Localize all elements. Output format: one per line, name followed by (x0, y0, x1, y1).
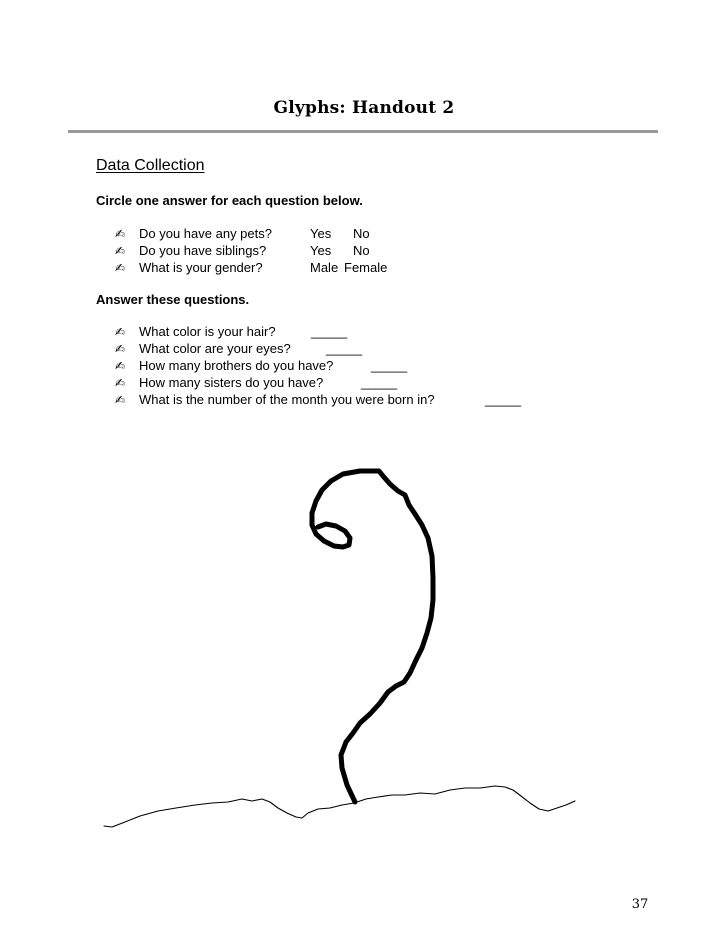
instruction-answer-questions: Answer these questions. (96, 292, 250, 307)
writing-hand-icon: ✍ (115, 359, 126, 373)
answer-male[interactable]: Male (310, 260, 339, 275)
question-text: What is your gender? (139, 260, 263, 275)
question-text: Do you have siblings? (139, 243, 267, 258)
answer-blank[interactable]: _____ (326, 341, 363, 356)
writing-hand-icon: ✍ (115, 393, 126, 407)
question-text: What color are your eyes? (139, 341, 291, 356)
page-number: 37 (631, 897, 649, 912)
page-title: Glyphs: Handout 2 (273, 98, 455, 118)
instruction-circle-answers: Circle one answer for each question below. (96, 193, 363, 208)
answer-blank[interactable]: _____ (371, 358, 408, 373)
question-text: What color is your hair? (139, 324, 276, 339)
answer-blank[interactable]: _____ (361, 375, 398, 390)
writing-hand-icon: ✍ (115, 244, 126, 258)
question-text: Do you have any pets? (139, 226, 272, 241)
flower-stem-stroke (312, 471, 433, 802)
answer-no[interactable]: No (353, 243, 370, 258)
writing-hand-icon: ✍ (115, 227, 126, 241)
question-text: What is the number of the month you were born in? (139, 392, 435, 407)
writing-hand-icon: ✍ (115, 261, 126, 275)
writing-hand-icon: ✍ (115, 342, 126, 356)
answer-blank[interactable]: _____ (485, 392, 522, 407)
question-text: How many sisters do you have? (139, 375, 324, 390)
answer-no[interactable]: No (353, 226, 370, 241)
answer-female[interactable]: Female (344, 260, 388, 275)
ground-line-stroke (104, 786, 575, 827)
answer-blank[interactable]: _____ (311, 324, 348, 339)
writing-hand-icon: ✍ (115, 376, 126, 390)
question-text: How many brothers do you have? (139, 358, 334, 373)
section-heading: Data Collection (96, 157, 205, 174)
answer-yes[interactable]: Yes (310, 226, 332, 241)
answer-yes[interactable]: Yes (310, 243, 332, 258)
writing-hand-icon: ✍ (115, 325, 126, 339)
